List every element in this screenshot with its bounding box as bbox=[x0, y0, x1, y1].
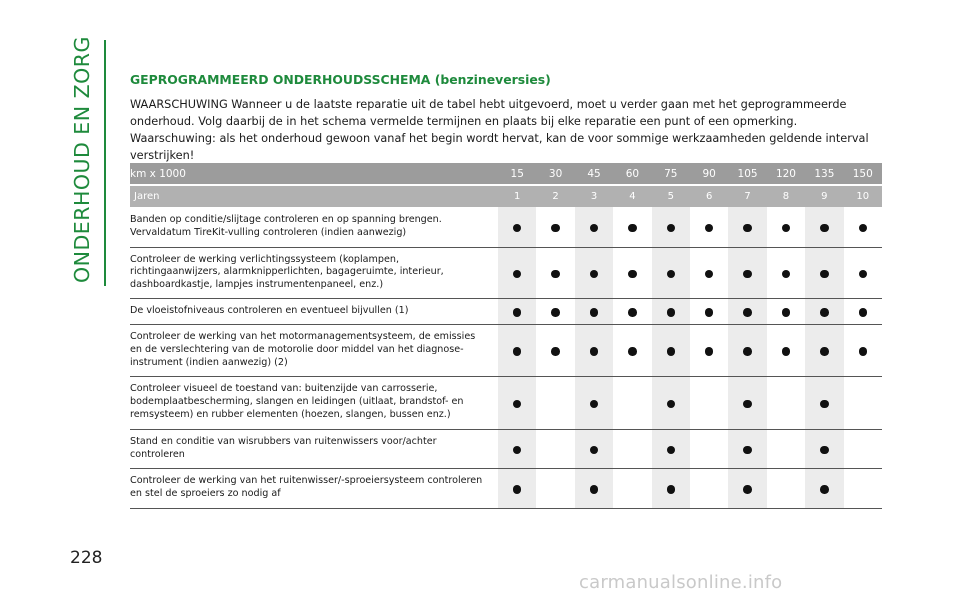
maintenance-dot-icon bbox=[782, 308, 791, 317]
km-header-cell: 150 bbox=[844, 163, 882, 185]
interval-cell bbox=[767, 207, 805, 247]
maintenance-dot-icon bbox=[667, 400, 676, 409]
section-title: ONDERHOUD EN ZORG bbox=[70, 36, 94, 283]
maintenance-dot-icon bbox=[705, 347, 714, 356]
year-header-cell: 1 bbox=[498, 185, 536, 207]
interval-cell bbox=[536, 298, 574, 324]
interval-cell bbox=[652, 247, 690, 298]
maintenance-dot-icon bbox=[705, 308, 714, 317]
km-header-cell: 60 bbox=[613, 163, 651, 185]
years-header-label: Jaren bbox=[130, 185, 498, 207]
maintenance-dot-icon bbox=[513, 485, 522, 494]
interval-cell bbox=[613, 376, 651, 429]
interval-cell bbox=[613, 324, 651, 376]
interval-cell bbox=[536, 376, 574, 429]
interval-cell bbox=[690, 468, 728, 508]
maintenance-dot-icon bbox=[782, 270, 791, 279]
year-header-cell: 4 bbox=[613, 185, 651, 207]
interval-cell bbox=[728, 376, 766, 429]
interval-cell bbox=[805, 207, 843, 247]
interval-cell bbox=[805, 247, 843, 298]
interval-cell bbox=[498, 376, 536, 429]
interval-cell bbox=[690, 376, 728, 429]
interval-cell bbox=[690, 429, 728, 468]
maintenance-dot-icon bbox=[628, 308, 637, 317]
maintenance-dot-icon bbox=[513, 224, 522, 233]
year-header-cell: 7 bbox=[728, 185, 766, 207]
km-header-row bbox=[130, 163, 882, 185]
maintenance-dot-icon bbox=[513, 446, 522, 455]
km-header-cell: 30 bbox=[536, 163, 574, 185]
maintenance-dot-icon bbox=[743, 347, 752, 356]
maintenance-dot-icon bbox=[820, 270, 829, 279]
maintenance-dot-icon bbox=[667, 485, 676, 494]
maintenance-dot-icon bbox=[782, 347, 791, 356]
interval-cell bbox=[575, 247, 613, 298]
interval-cell bbox=[498, 298, 536, 324]
maintenance-dot-icon bbox=[743, 485, 752, 494]
maintenance-dot-icon bbox=[743, 400, 752, 409]
maintenance-dot-icon bbox=[628, 347, 637, 356]
maintenance-dot-icon bbox=[590, 347, 599, 356]
interval-cell bbox=[805, 468, 843, 508]
maintenance-dot-icon bbox=[782, 224, 791, 233]
task-description: Stand en conditie van wisrubbers van ruitenwissers voor/achter controleren bbox=[130, 429, 498, 468]
interval-cell bbox=[844, 324, 882, 376]
schedule-row bbox=[130, 298, 882, 324]
maintenance-dot-icon bbox=[743, 224, 752, 233]
maintenance-schedule-table bbox=[130, 163, 882, 509]
maintenance-dot-icon bbox=[513, 270, 522, 279]
interval-cell bbox=[536, 324, 574, 376]
maintenance-dot-icon bbox=[628, 270, 637, 279]
schedule-row bbox=[130, 376, 882, 429]
schedule-row bbox=[130, 247, 882, 298]
maintenance-dot-icon bbox=[551, 270, 560, 279]
task-description: De vloeistofniveaus controleren en eventueel bijvullen (1) bbox=[130, 298, 498, 324]
interval-cell bbox=[613, 468, 651, 508]
interval-cell bbox=[844, 468, 882, 508]
warning-paragraph: WAARSCHUWING Wanneer u de laatste reparatie uit de tabel hebt uitgevoerd, moet u verder gaan met het geprogrammeerde onderhoud. Volg daarbij de in het schema vermelde termijnen en plaats bij elke reparatie een punt of een opmerking. Waarschuwing: als het onderhoud gewoon vanaf het begin wordt hervat, kan de voor sommige werkzaamheden geldende interval verstrijken! bbox=[130, 98, 869, 162]
interval-cell bbox=[728, 468, 766, 508]
interval-cell bbox=[498, 247, 536, 298]
km-header-label: km x 1000 bbox=[130, 163, 498, 185]
interval-cell bbox=[536, 468, 574, 508]
maintenance-dot-icon bbox=[667, 446, 676, 455]
maintenance-dot-icon bbox=[859, 308, 868, 317]
interval-cell bbox=[767, 247, 805, 298]
schedule-body bbox=[130, 207, 882, 508]
interval-cell bbox=[652, 324, 690, 376]
interval-cell bbox=[536, 247, 574, 298]
interval-cell bbox=[844, 247, 882, 298]
interval-cell bbox=[767, 298, 805, 324]
km-header-cell: 135 bbox=[805, 163, 843, 185]
maintenance-dot-icon bbox=[551, 308, 560, 317]
interval-cell bbox=[728, 247, 766, 298]
km-header-cell: 75 bbox=[652, 163, 690, 185]
interval-cell bbox=[844, 207, 882, 247]
task-description: Controleer visueel de toestand van: buitenzijde van carrosserie, bodemplaatbescherming, slangen en leidingen (uitlaat, brandstof- en remsysteem) en rubber elementen (hoezen, slangen, bussen enz.) bbox=[130, 376, 498, 429]
task-description: Controleer de werking verlichtingssysteem (koplampen, richtingaanwijzers, alarmknipperlichten, bagageruimte, interieur, dashboardkastje, lampjes instrumentenpaneel, enz.) bbox=[130, 247, 498, 298]
year-header-cell: 5 bbox=[652, 185, 690, 207]
maintenance-dot-icon bbox=[667, 270, 676, 279]
maintenance-dot-icon bbox=[590, 308, 599, 317]
maintenance-dot-icon bbox=[667, 224, 676, 233]
interval-cell bbox=[652, 376, 690, 429]
interval-cell bbox=[690, 247, 728, 298]
maintenance-dot-icon bbox=[667, 347, 676, 356]
interval-cell bbox=[652, 207, 690, 247]
maintenance-dot-icon bbox=[820, 446, 829, 455]
maintenance-dot-icon bbox=[513, 400, 522, 409]
maintenance-dot-icon bbox=[859, 270, 868, 279]
schedule-row bbox=[130, 207, 882, 247]
page-heading: GEPROGRAMMEERD ONDERHOUDSSCHEMA (benzineversies) bbox=[130, 72, 551, 87]
interval-cell bbox=[767, 429, 805, 468]
maintenance-dot-icon bbox=[820, 400, 829, 409]
interval-cell bbox=[728, 324, 766, 376]
interval-cell bbox=[652, 298, 690, 324]
section-divider bbox=[104, 40, 106, 286]
interval-cell bbox=[690, 298, 728, 324]
interval-cell bbox=[690, 207, 728, 247]
interval-cell bbox=[767, 324, 805, 376]
maintenance-dot-icon bbox=[859, 224, 868, 233]
interval-cell bbox=[805, 376, 843, 429]
maintenance-dot-icon bbox=[820, 308, 829, 317]
maintenance-dot-icon bbox=[743, 446, 752, 455]
year-header-cell: 9 bbox=[805, 185, 843, 207]
maintenance-dot-icon bbox=[705, 270, 714, 279]
page-number: 228 bbox=[70, 548, 103, 568]
interval-cell bbox=[613, 207, 651, 247]
year-header-cell: 2 bbox=[536, 185, 574, 207]
maintenance-dot-icon bbox=[820, 347, 829, 356]
maintenance-dot-icon bbox=[628, 224, 637, 233]
km-header-cell: 120 bbox=[767, 163, 805, 185]
interval-cell bbox=[575, 207, 613, 247]
year-header-cell: 3 bbox=[575, 185, 613, 207]
maintenance-dot-icon bbox=[551, 347, 560, 356]
watermark: carmanualsonline.info bbox=[579, 572, 783, 593]
year-header-cell: 8 bbox=[767, 185, 805, 207]
interval-cell bbox=[652, 429, 690, 468]
interval-cell bbox=[805, 429, 843, 468]
interval-cell bbox=[728, 429, 766, 468]
interval-cell bbox=[728, 298, 766, 324]
maintenance-dot-icon bbox=[820, 485, 829, 494]
interval-cell bbox=[767, 468, 805, 508]
interval-cell bbox=[805, 324, 843, 376]
year-header-cell: 10 bbox=[844, 185, 882, 207]
schedule-row bbox=[130, 324, 882, 376]
interval-cell bbox=[613, 247, 651, 298]
interval-cell bbox=[767, 376, 805, 429]
interval-cell bbox=[575, 468, 613, 508]
interval-cell bbox=[844, 376, 882, 429]
maintenance-dot-icon bbox=[590, 446, 599, 455]
km-header-cell: 15 bbox=[498, 163, 536, 185]
maintenance-dot-icon bbox=[590, 270, 599, 279]
interval-cell bbox=[844, 298, 882, 324]
km-header-cell: 90 bbox=[690, 163, 728, 185]
maintenance-dot-icon bbox=[513, 308, 522, 317]
maintenance-dot-icon bbox=[513, 347, 522, 356]
interval-cell bbox=[498, 468, 536, 508]
interval-cell bbox=[575, 376, 613, 429]
maintenance-dot-icon bbox=[590, 224, 599, 233]
maintenance-dot-icon bbox=[705, 224, 714, 233]
maintenance-dot-icon bbox=[667, 308, 676, 317]
task-description: Controleer de werking van het ruitenwisser/-sproeiersysteem controleren en stel de sproeiers zo nodig af bbox=[130, 468, 498, 508]
interval-cell bbox=[536, 207, 574, 247]
year-header-cell: 6 bbox=[690, 185, 728, 207]
maintenance-dot-icon bbox=[590, 400, 599, 409]
maintenance-dot-icon bbox=[590, 485, 599, 494]
maintenance-dot-icon bbox=[820, 224, 829, 233]
interval-cell bbox=[498, 207, 536, 247]
schedule-row bbox=[130, 429, 882, 468]
maintenance-dot-icon bbox=[551, 224, 560, 233]
interval-cell bbox=[575, 298, 613, 324]
interval-cell bbox=[690, 324, 728, 376]
interval-cell bbox=[844, 429, 882, 468]
interval-cell bbox=[498, 429, 536, 468]
interval-cell bbox=[805, 298, 843, 324]
interval-cell bbox=[536, 429, 574, 468]
maintenance-dot-icon bbox=[859, 347, 868, 356]
km-header-cell: 105 bbox=[728, 163, 766, 185]
km-header-cell: 45 bbox=[575, 163, 613, 185]
interval-cell bbox=[652, 468, 690, 508]
task-description: Banden op conditie/slijtage controleren en op spanning brengen. Vervaldatum TireKit-vulling controleren (indien aanwezig) bbox=[130, 207, 498, 247]
interval-cell bbox=[498, 324, 536, 376]
maintenance-dot-icon bbox=[743, 308, 752, 317]
schedule-row bbox=[130, 468, 882, 508]
interval-cell bbox=[575, 324, 613, 376]
years-header-row bbox=[130, 185, 882, 207]
maintenance-dot-icon bbox=[743, 270, 752, 279]
interval-cell bbox=[613, 429, 651, 468]
interval-cell bbox=[575, 429, 613, 468]
task-description: Controleer de werking van het motormanagementsysteem, de emissies en de verslechtering van de motorolie door middel van het diagnose-instrument (indien aanwezig) (2) bbox=[130, 324, 498, 376]
interval-cell bbox=[613, 298, 651, 324]
interval-cell bbox=[728, 207, 766, 247]
